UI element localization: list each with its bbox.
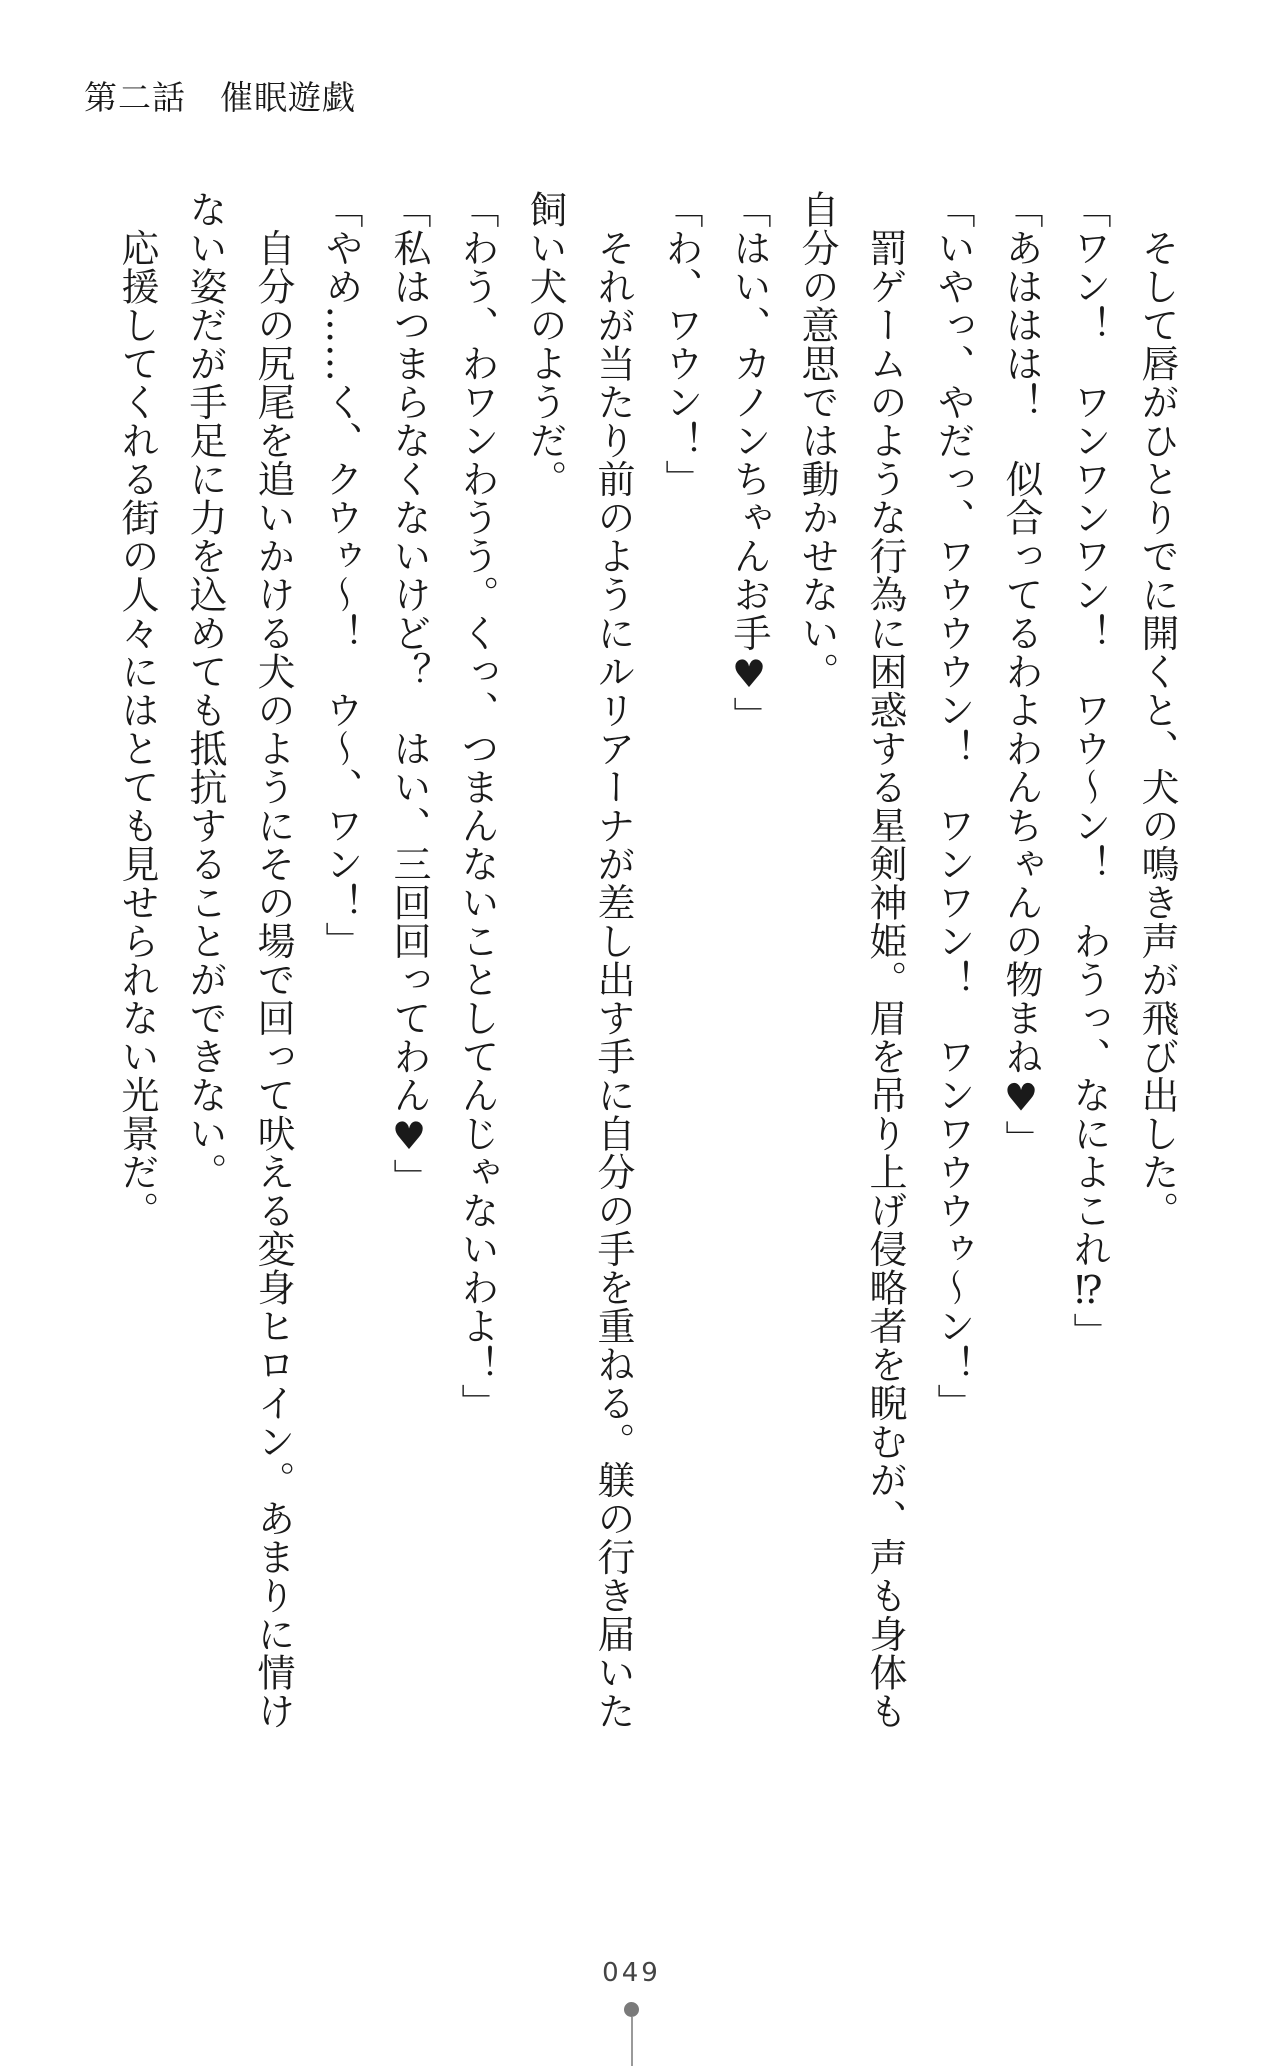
text-line: それが当たり前のようにルリアーナが差し出す手に自分の手を重ねる。躾の行き届いた: [591, 190, 635, 1730]
text-line: ない姿だが手足に力を込めても抵抗することができない。: [183, 190, 227, 1191]
text-line: 「ワン！ ワンワンワン！ ワウ～ン！ わうっ、なによこれ⁉」: [1067, 190, 1111, 1351]
folio-dot: [624, 2002, 639, 2017]
text-line: そして唇がひとりでに開くと、犬の鳴き声が飛び出した。: [1135, 190, 1179, 1230]
text-line: 飼い犬のようだ。: [523, 190, 567, 498]
text-line: 「いやっ、やだっ、ワウウウン！ ワンワン！ ワンワウウゥ～ン！」: [931, 190, 975, 1422]
text-line: 応援してくれる街の人々にはとても見せられない光景だ。: [115, 190, 159, 1230]
body-text: [103, 190, 1191, 1930]
text-line: 「やめ……く、クウゥ～！ ウ～、ワン！」: [319, 190, 363, 960]
page-number: 049: [602, 1958, 661, 1988]
text-line: 「はい、カノンちゃんお手♥」: [727, 190, 771, 735]
text-line: 「私はつまらなくないけど？ はい、三回回ってわん♥」: [387, 190, 431, 1197]
text-line: 罰ゲームのような行為に困惑する星剣神姫。眉を吊り上げ侵略者を睨むが、声も身体も: [863, 190, 907, 1730]
text-line: 「わう、わワンわうう。くっ、つまんないことしてんじゃないわよ！」: [455, 190, 499, 1422]
running-head: 第二話 催眠遊戯: [84, 78, 356, 117]
folio-rule: [631, 2017, 633, 2066]
text-line: 自分の尻尾を追いかける犬のようにその場で回って吠える変身ヒロイン。あまりに情け: [251, 190, 295, 1730]
text-line: 自分の意思では動かせない。: [795, 190, 839, 691]
text-line: 「あははは！ 似合ってるわよわんちゃんの物まね♥」: [999, 190, 1043, 1159]
text-line: 「わ、ワウン！」: [659, 190, 703, 498]
